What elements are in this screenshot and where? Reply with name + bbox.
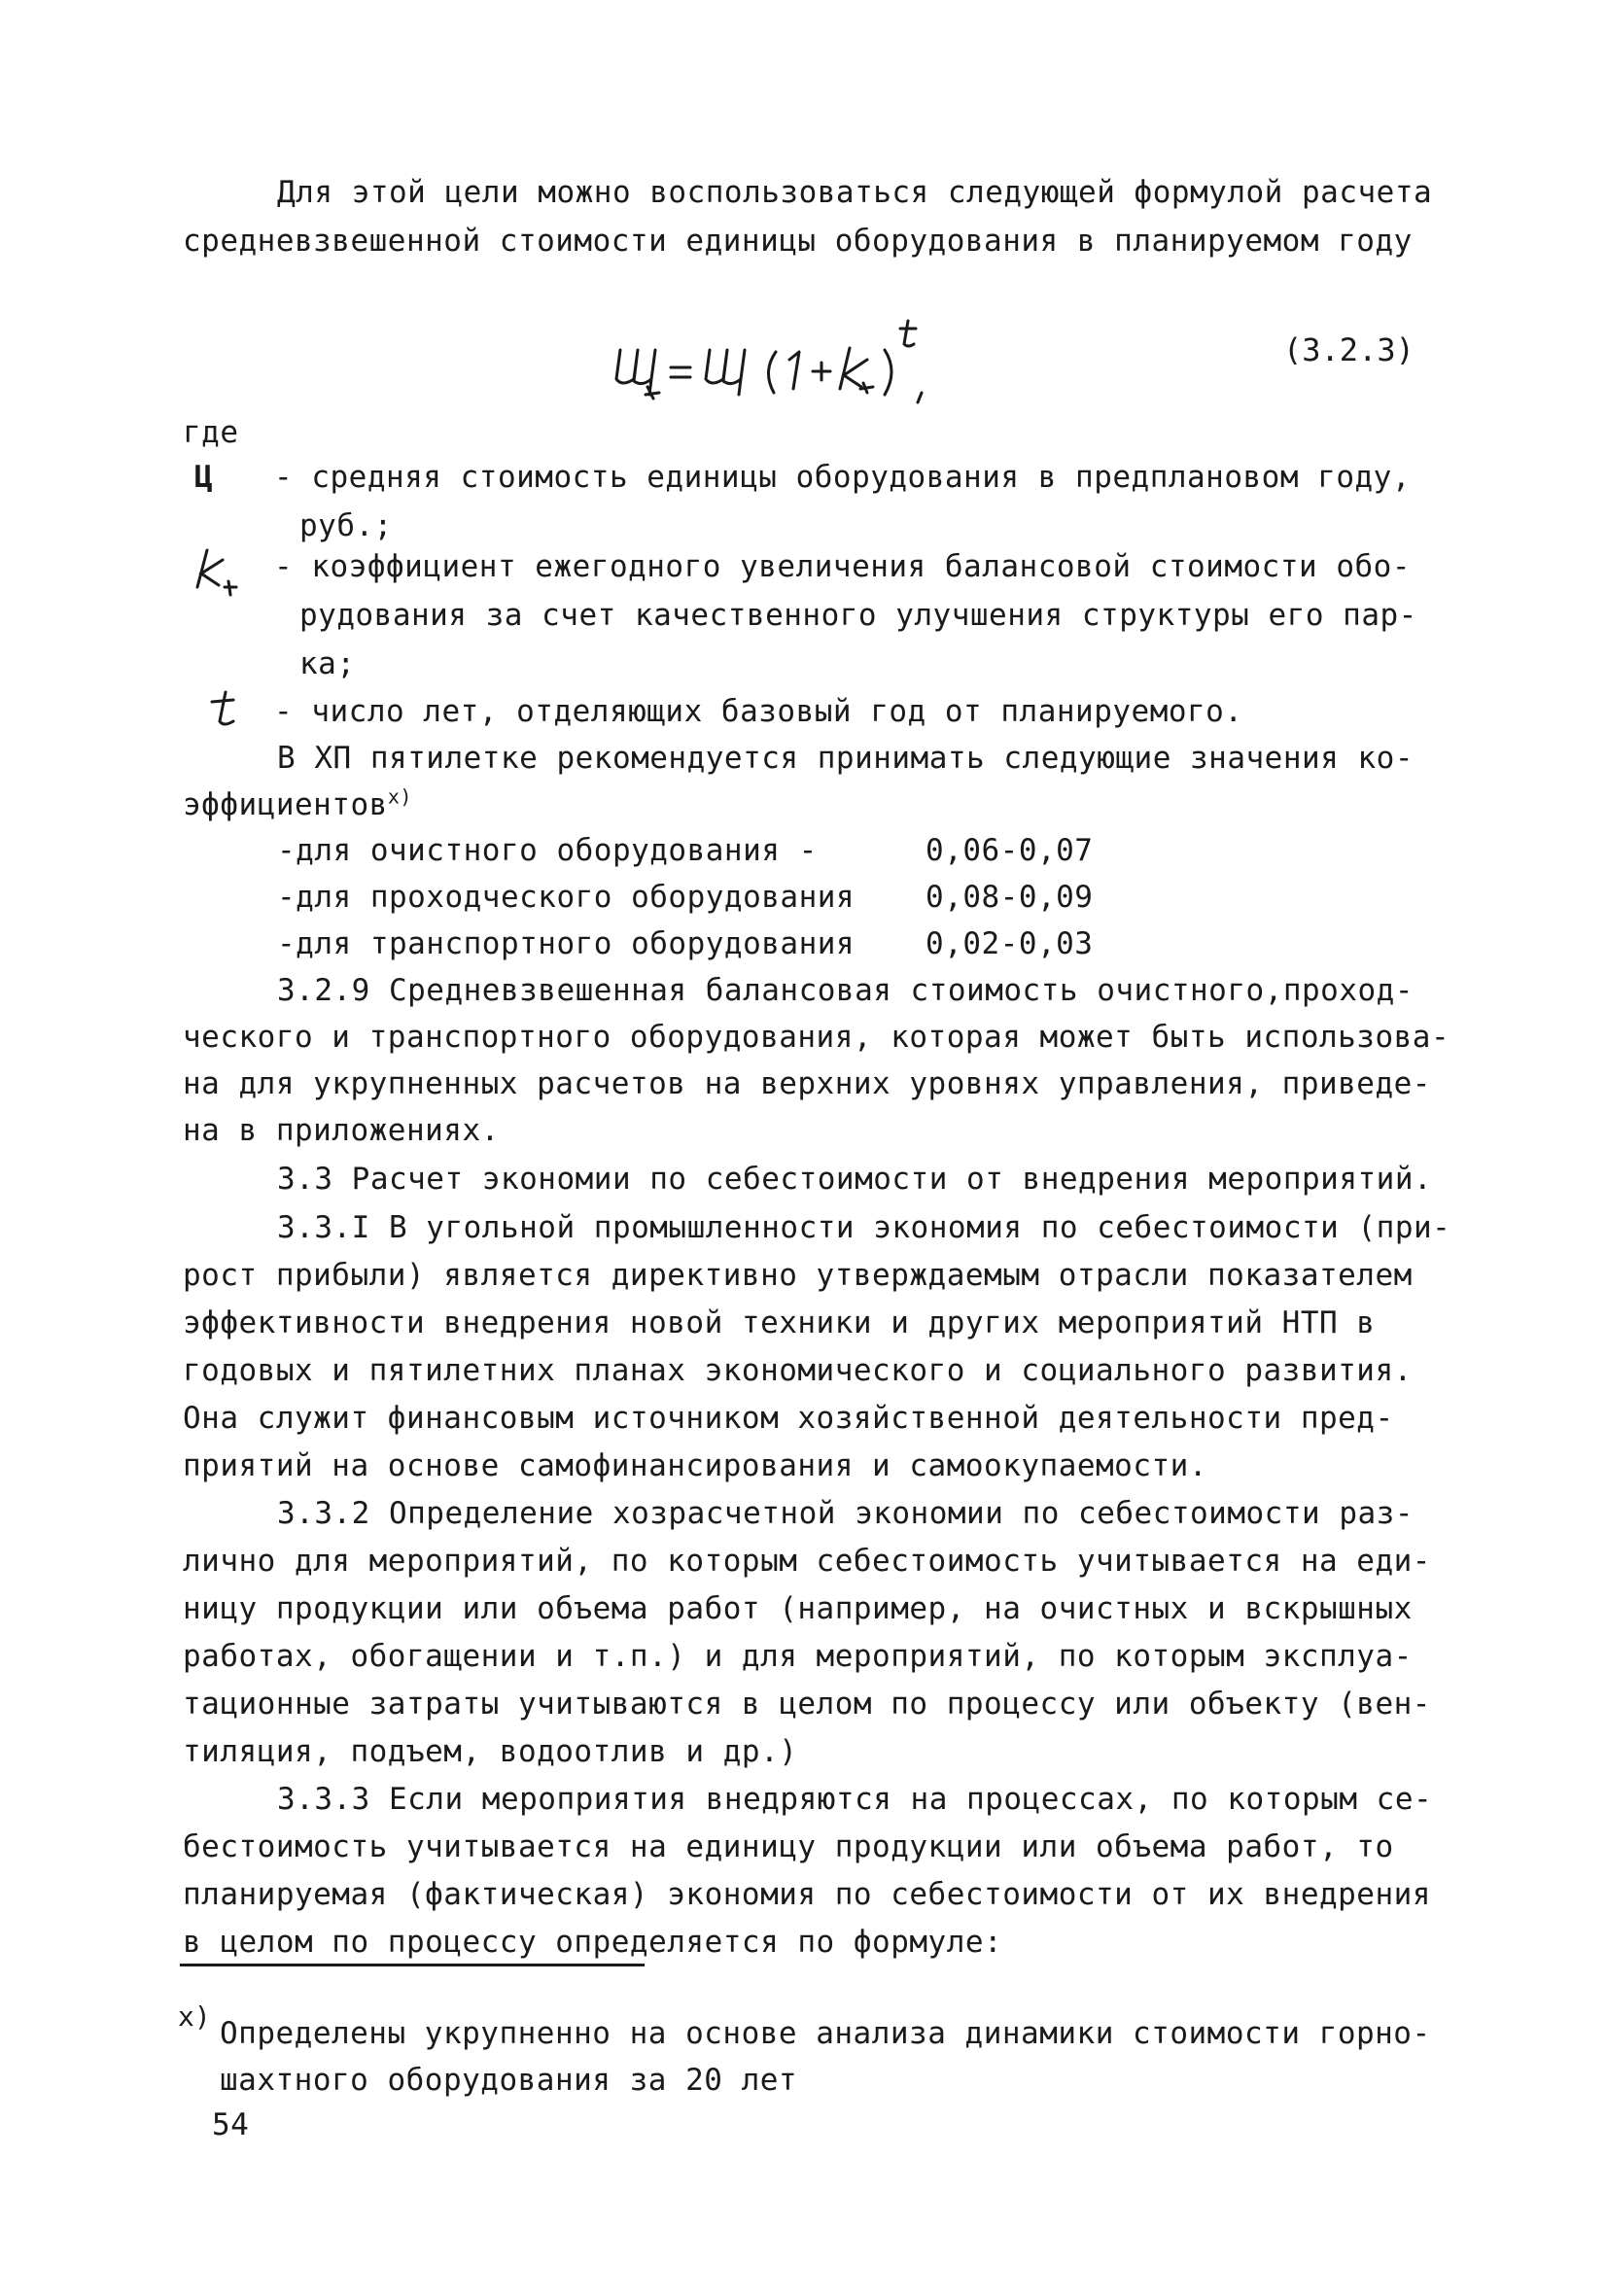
footnote-line-2: шахтного оборудования за 20 лет <box>220 2063 798 2098</box>
footnote-line-1: Определены укрупненно на основе анализа динамики стоимости горно- <box>220 2016 1431 2051</box>
intro-line-1: Для этой цели можно воспользоваться следующей формулой расчета <box>277 175 1433 210</box>
symbol-c: Ц <box>194 460 214 495</box>
coef-row-2-label: -для проходческого оборудования <box>277 880 856 915</box>
symbol-t <box>204 688 243 731</box>
def-k-line-1: - коэффициент ежегодного увеличения балансовой стоимости обо- <box>274 549 1411 584</box>
p333-line-4: в целом по процессу определяется по формуле: <box>183 1925 1003 1960</box>
p331-line-4: годовых и пятилетних планах экономического и социального развития. <box>183 1353 1413 1388</box>
p331-line-6: приятий на основе самофинансирования и самоокупаемости. <box>183 1448 1207 1483</box>
p331-line-1: 3.3.I В угольной промышленности экономия по себестоимости (при- <box>277 1210 1451 1245</box>
p329-line-1: 3.2.9 Средневзвешенная балансовая стоимость очистного,проход- <box>277 973 1414 1008</box>
p332-line-4: работах, обогащении и т.п.) и для мероприятий, по которым эксплуа- <box>183 1639 1413 1674</box>
p329-line-3: на для укрупненных расчетов на верхних уровнях управления, приведе- <box>183 1066 1431 1101</box>
coef-row-2-value: 0,08-0,09 <box>926 880 1094 915</box>
where-label: где <box>183 415 239 450</box>
def-c-line-1: - средняя стоимость единицы оборудования в предплановом году, <box>274 460 1411 495</box>
section-heading-3-3: 3.3 Расчет экономии по себестоимости от внедрения мероприятий. <box>277 1162 1433 1197</box>
p329-line-2: ческого и транспортного оборудования, которая может быть использова- <box>183 1020 1450 1055</box>
p332-line-1: 3.3.2 Определение хозрасчетной экономии по себестоимости раз- <box>277 1496 1414 1531</box>
formula-3-2-3 <box>612 311 1040 418</box>
footnote-ref: х) <box>387 784 412 809</box>
footnote-divider <box>180 1964 645 1966</box>
def-k-line-3: ка; <box>299 646 356 681</box>
p332-line-2: лично для мероприятий, по которым себестоимость учитывается на еди- <box>183 1544 1431 1579</box>
coef-row-3-label: -для транспортного оборудования <box>277 926 856 961</box>
coef-intro-line-2 <box>183 785 412 824</box>
coef-intro-line-1: В ХП пятилетке рекомендуется принимать следующие значения ко- <box>277 741 1414 776</box>
p333-line-3: планируемая (фактическая) экономия по себестоимости от их внедрения <box>183 1877 1431 1912</box>
coef-row-1-label: -для очистного оборудования - <box>277 833 818 868</box>
def-k-line-2: рудования за счет качественного улучшения структуры его пар- <box>299 598 1417 633</box>
p332-line-3: ницу продукции или объема работ (например, на очистных и вскрышных <box>183 1591 1413 1626</box>
formula-number: (3.2.3) <box>1283 331 1415 368</box>
p331-line-3: эффективности внедрения новой техники и других мероприятий НТП в <box>183 1305 1376 1340</box>
p332-line-6: тиляция, подъем, водоотлив и др.) <box>183 1734 798 1769</box>
page-number: 54 <box>212 2107 250 2142</box>
intro-line-2: средневзвешенной стоимости единицы оборудования в планируемом году <box>183 224 1413 259</box>
coef-row-3-value: 0,02-0,03 <box>926 926 1094 961</box>
symbol-k-t <box>190 544 248 603</box>
p331-line-5: Она служит финансовым источником хозяйственной деятельности пред- <box>183 1401 1394 1436</box>
coef-intro-text: эффициентов <box>183 787 388 822</box>
p333-line-1: 3.3.3 Если мероприятия внедряются на процессах, по которым се- <box>277 1782 1433 1817</box>
p331-line-2: рост прибыли) является директивно утверждаемым отрасли показателем <box>183 1258 1413 1293</box>
p333-line-2: бестоимость учитывается на единицу продукции или объема работ, то <box>183 1829 1394 1864</box>
def-t-line-1: - число лет, отделяющих базовый год от планируемого. <box>274 694 1243 729</box>
coef-row-1-value: 0,06-0,07 <box>926 833 1094 868</box>
def-c-line-2: руб.; <box>299 508 393 543</box>
p329-line-4: на в приложениях. <box>183 1113 500 1148</box>
footnote-mark: х) <box>178 2000 211 2033</box>
p332-line-5: тационные затраты учитываются в целом по процессу или объекту (вен- <box>183 1687 1431 1722</box>
